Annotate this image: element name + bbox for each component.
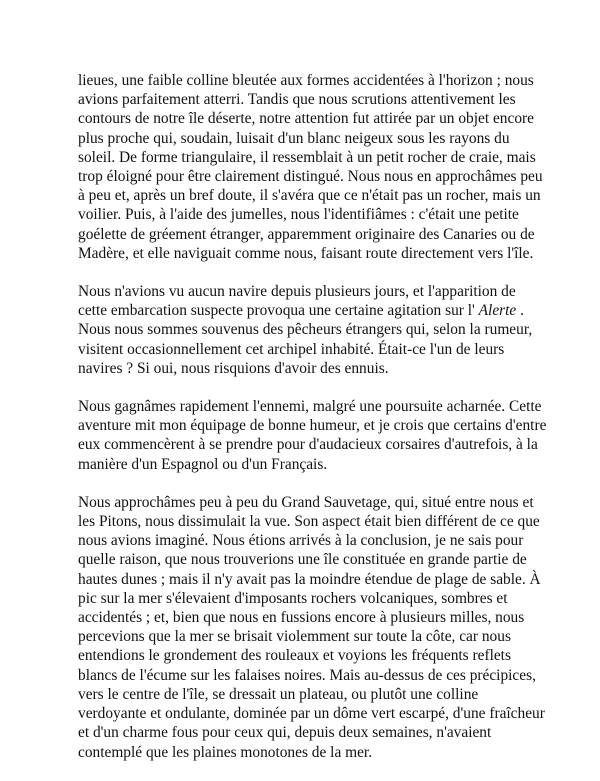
text-line: blancs de l'écume sur les falaises noires. Mais au-dessus de ces précipices, bbox=[78, 666, 536, 684]
text-line-with-ship-name bbox=[78, 301, 532, 320]
text-line: hautes dunes ; mais il n'y avait pas la moindre étendue de plage de sable. À bbox=[78, 570, 541, 588]
text-line: verdoyante et ondulante, dominée par un dôme vert escarpé, d'une fraîcheur bbox=[78, 705, 545, 723]
text-line: contours de notre île déserte, notre attention fut attirée par un objet encore bbox=[78, 110, 534, 128]
text-line: Nous gagnâmes rapidement l'ennemi, malgré une poursuite acharnée. Cette bbox=[78, 398, 542, 416]
text-line: Nous approchâmes peu à peu du Grand Sauvetage, qui, situé entre nous et bbox=[78, 493, 534, 511]
text-line: et d'un charme fous pour ceux qui, depuis deux semaines, n'avaient bbox=[78, 724, 492, 742]
text-line: trop éloigné pour être clairement distingué. Nous nous en approchâmes peu bbox=[78, 168, 543, 186]
text-line: pic sur la mer s'élevaient d'imposants rochers volcaniques, sombres et bbox=[78, 589, 508, 607]
text-segment: cette embarcation suspecte provoqua une certaine agitation sur l' bbox=[78, 302, 479, 320]
text-line: soleil. De forme triangulaire, il ressemblait à un petit rocher de craie, mais bbox=[78, 148, 536, 166]
text-segment: . bbox=[516, 302, 524, 320]
text-line: plus proche qui, soudain, luisait d'un blanc neigeux sous les rayons du bbox=[78, 129, 510, 147]
text-line: contemplé que les plaines monotones de la mer. bbox=[78, 743, 373, 761]
paragraph-2 bbox=[78, 282, 532, 378]
paragraph-1 bbox=[78, 71, 543, 263]
ship-name: Alerte bbox=[478, 302, 517, 320]
text-line: eux commencèrent à se prendre pour d'audacieux corsaires d'autrefois, à la bbox=[78, 436, 538, 454]
text-line: lieues, une faible colline bleutée aux formes accidentées à l'horizon ; nous bbox=[78, 72, 534, 89]
text-line: goélette de gréement étranger, apparemment originaire des Canaries ou de bbox=[78, 225, 535, 243]
text-line: Nous n'avions vu aucun navire depuis plusieurs jours, et l'apparition de bbox=[78, 283, 516, 301]
text-line: Nous nous sommes souvenus des pêcheurs étrangers qui, selon la rumeur, bbox=[78, 321, 533, 339]
text-line: avions parfaitement atterri. Tandis que nous scrutions attentivement les bbox=[78, 91, 516, 109]
text-line: vers le centre de l'île, se dressait un plateau, ou plutôt une colline bbox=[78, 685, 479, 703]
text-line: nous avions imaginé. Nous étions arrivés à la conclusion, je ne sais pour bbox=[78, 532, 524, 550]
text-line: voilier. Puis, à l'aide des jumelles, nous l'identifiâmes : c'était une petite bbox=[78, 206, 519, 224]
text-line: quelle raison, que nous trouverions une île constituée en grande partie de bbox=[78, 551, 527, 569]
text-line: à peu et, après un bref doute, il s'avéra que ce n'était pas un rocher, mais un bbox=[78, 187, 541, 205]
text-line: visitent occasionnellement cet archipel inhabité. Était-ce l'un de leurs bbox=[78, 340, 505, 358]
paragraph-4 bbox=[78, 493, 545, 762]
text-line: entendions le grondement des rouleaux et voyions les fréquents reflets bbox=[78, 647, 511, 665]
document-page bbox=[78, 71, 547, 781]
text-line: manière d'un Espagnol ou d'un Français. bbox=[78, 455, 328, 473]
text-line: accidentés ; et, bien que nous en fussions encore à plusieurs milles, nous bbox=[78, 609, 525, 627]
paragraph-3 bbox=[78, 397, 547, 474]
text-line: navires ? Si oui, nous risquions d'avoir des ennuis. bbox=[78, 359, 389, 377]
text-line: percevions que la mer se brisait violemment sur toute la côte, car nous bbox=[78, 628, 511, 646]
text-line: aventure mit mon équipage de bonne humeur, et je crois que certains d'entre bbox=[78, 417, 547, 435]
text-line: les Pitons, nous dissimulait la vue. Son aspect était bien différent de ce que bbox=[78, 513, 540, 531]
text-line: Madère, et elle naviguait comme nous, faisant route directement vers l'île. bbox=[78, 244, 534, 262]
